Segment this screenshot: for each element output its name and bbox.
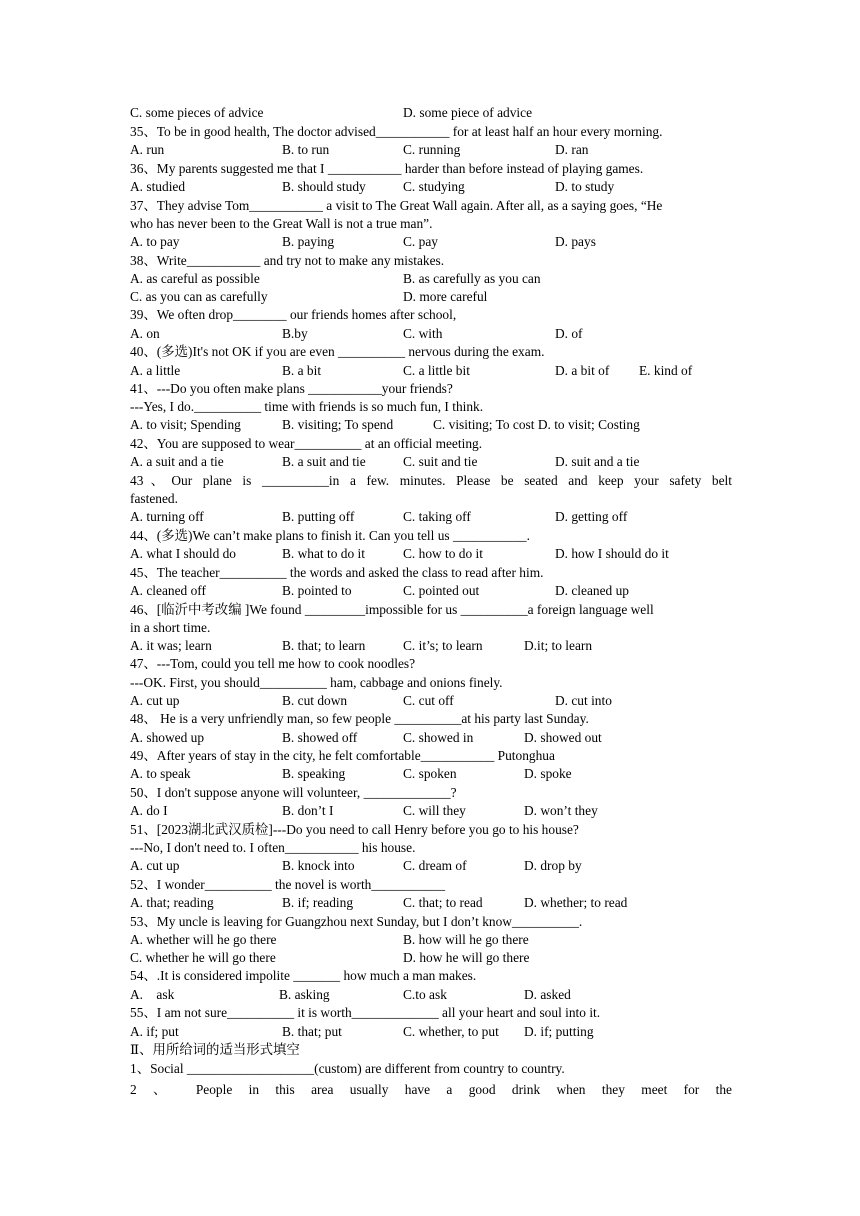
option-line bbox=[130, 178, 732, 196]
option-line bbox=[130, 949, 732, 967]
option-line bbox=[130, 637, 732, 655]
option-d: D. how he will go there bbox=[403, 950, 530, 965]
question-46: 46、[临沂中考改编 ]We found _________impossible for us __________a foreign language well bbox=[130, 602, 654, 617]
option-c: C. spoken bbox=[403, 766, 457, 781]
option-line bbox=[130, 362, 732, 380]
option-b: B. showed off bbox=[282, 730, 358, 745]
option-a: A. ask bbox=[130, 987, 175, 1002]
option-line bbox=[130, 802, 732, 820]
question-37-continued: who has never been to the Great Wall is not a true man”. bbox=[130, 216, 433, 231]
option-line bbox=[130, 453, 732, 471]
option-line bbox=[130, 857, 732, 875]
option-c: C. dream of bbox=[403, 858, 467, 873]
option-c: C. pay bbox=[403, 234, 438, 249]
option-line bbox=[130, 104, 732, 122]
question-41: 41、---Do you often make plans ___________your friends? bbox=[130, 381, 453, 396]
option-d: D.it; to learn bbox=[524, 638, 593, 653]
question-37: 37、They advise Tom___________ a visit to The Great Wall again. After all, as a saying goes, “He bbox=[130, 198, 663, 213]
question-43-continued: fastened. bbox=[130, 491, 178, 506]
option-c: C.to ask bbox=[403, 987, 447, 1002]
option-c: C. visiting; To cost D. to visit; Costing bbox=[433, 417, 640, 432]
option-a: A. to visit; Spending bbox=[130, 417, 241, 432]
option-d: D. asked bbox=[524, 987, 571, 1002]
option-b: B. paying bbox=[282, 234, 335, 249]
option-line bbox=[130, 894, 732, 912]
option-c: C. as you can as carefully bbox=[130, 289, 268, 304]
option-a: A. cut up bbox=[130, 858, 180, 873]
question-44: 44、(多选)We can’t make plans to finish it. Can you tell us ___________. bbox=[130, 528, 530, 543]
option-line bbox=[130, 1023, 732, 1041]
section-heading: Ⅱ、用所给词的适当形式填空 bbox=[130, 1042, 300, 1057]
option-c: C. whether he will go there bbox=[130, 950, 276, 965]
option-e: E. kind of bbox=[639, 363, 693, 378]
option-d: D. how I should do it bbox=[555, 546, 669, 561]
option-d: D. suit and a tie bbox=[555, 454, 640, 469]
option-c: C. cut off bbox=[403, 693, 454, 708]
option-line bbox=[130, 692, 732, 710]
option-a: A. do I bbox=[130, 803, 168, 818]
option-line bbox=[130, 141, 732, 159]
option-a: A. to speak bbox=[130, 766, 191, 781]
option-b: B. knock into bbox=[282, 858, 355, 873]
question-51: 51、[2023湖北武汉质检]---Do you need to call Henry before you go to his house? bbox=[130, 822, 579, 837]
option-line bbox=[130, 765, 732, 783]
question-55: 55、I am not sure__________ it is worth_____________ all your heart and soul into it. bbox=[130, 1005, 601, 1020]
option-d: D. if; putting bbox=[524, 1024, 594, 1039]
question-47: 47、---Tom, could you tell me how to cook noodles? bbox=[130, 656, 416, 671]
option-b: B. cut down bbox=[282, 693, 348, 708]
question-45: 45、The teacher__________ the words and asked the class to read after him. bbox=[130, 565, 544, 580]
option-a: A. what I should do bbox=[130, 546, 237, 561]
option-c: C. pointed out bbox=[403, 583, 480, 598]
option-c: C. running bbox=[403, 142, 461, 157]
question-35: 35、To be in good health, The doctor advised___________ for at least half an hour every morning. bbox=[130, 124, 663, 139]
option-a: A. turning off bbox=[130, 509, 204, 524]
question-39: 39、We often drop________ our friends homes after school, bbox=[130, 307, 457, 322]
option-d: D. pays bbox=[555, 234, 596, 249]
option-d: D. won’t they bbox=[524, 803, 598, 818]
option-c: C. a little bit bbox=[403, 363, 470, 378]
option-line bbox=[130, 508, 732, 526]
option-line bbox=[130, 325, 732, 343]
option-d: D. ran bbox=[555, 142, 589, 157]
option-line bbox=[130, 931, 732, 949]
question-54: 54、.It is considered impolite _______ how much a man makes. bbox=[130, 968, 477, 983]
option-b: B. how will he go there bbox=[403, 932, 529, 947]
option-b: B. don’t I bbox=[282, 803, 334, 818]
question-53: 53、My uncle is leaving for Guangzhou next Sunday, but I don’t know__________. bbox=[130, 914, 583, 929]
option-b: B. putting off bbox=[282, 509, 355, 524]
option-b: B. pointed to bbox=[282, 583, 352, 598]
option-c: C. taking off bbox=[403, 509, 471, 524]
option-c: C. studying bbox=[403, 179, 465, 194]
question-51-reply: ---No, I don't need to. I often___________ his house. bbox=[130, 840, 416, 855]
option-c: C. will they bbox=[403, 803, 466, 818]
option-a: A. run bbox=[130, 142, 165, 157]
option-line bbox=[130, 288, 732, 306]
option-line bbox=[130, 545, 732, 563]
option-c: C. with bbox=[403, 326, 443, 341]
option-c: C. suit and tie bbox=[403, 454, 478, 469]
option-b: B. should study bbox=[282, 179, 366, 194]
option-line bbox=[130, 233, 732, 251]
option-c: C. some pieces of advice bbox=[130, 105, 264, 120]
option-d: D. spoke bbox=[524, 766, 572, 781]
option-line bbox=[130, 986, 732, 1004]
option-b: B. asking bbox=[279, 987, 330, 1002]
question-47-reply: ---OK. First, you should__________ ham, cabbage and onions finely. bbox=[130, 675, 503, 690]
option-a: A. cut up bbox=[130, 693, 180, 708]
fill-in-question-2: 2 、 People in this area usually have a good drink when they meet for the bbox=[130, 1082, 732, 1097]
option-c: C. that; to read bbox=[403, 895, 483, 910]
option-b: B. that; put bbox=[282, 1024, 342, 1039]
option-b: B. a suit and tie bbox=[282, 454, 366, 469]
option-a: A. cleaned off bbox=[130, 583, 206, 598]
option-d: D. more careful bbox=[403, 289, 488, 304]
question-36: 36、My parents suggested me that I ___________ harder than before instead of playing games. bbox=[130, 161, 644, 176]
option-c: C. how to do it bbox=[403, 546, 483, 561]
option-d: D. a bit of bbox=[555, 363, 610, 378]
question-43: 43、Our plane is __________in a few. minutes. Please be seated and keep your safety belt bbox=[130, 473, 732, 488]
option-c: C. it’s; to learn bbox=[403, 638, 483, 653]
option-d: D. drop by bbox=[524, 858, 582, 873]
option-line bbox=[130, 729, 732, 747]
question-41-reply: ---Yes, I do.__________ time with friends is so much fun, I think. bbox=[130, 399, 484, 414]
question-48: 48、 He is a very unfriendly man, so few people __________at his party last Sunday. bbox=[130, 711, 589, 726]
option-a: A. studied bbox=[130, 179, 186, 194]
question-40: 40、(多选)It's not OK if you are even __________ nervous during the exam. bbox=[130, 344, 545, 359]
option-b: B. as carefully as you can bbox=[403, 271, 541, 286]
option-a: A. a little bbox=[130, 363, 181, 378]
question-38: 38、Write___________ and try not to make any mistakes. bbox=[130, 253, 445, 268]
question-52: 52、I wonder__________ the novel is worth___________ bbox=[130, 877, 446, 892]
option-d: D. cut into bbox=[555, 693, 612, 708]
option-line bbox=[130, 582, 732, 600]
question-49: 49、After years of stay in the city, he felt comfortable___________ Putonghua bbox=[130, 748, 555, 763]
option-a: A. whether will he go there bbox=[130, 932, 277, 947]
option-a: A. to pay bbox=[130, 234, 180, 249]
option-c: C. showed in bbox=[403, 730, 474, 745]
option-b: B. that; to learn bbox=[282, 638, 366, 653]
option-a: A. a suit and a tie bbox=[130, 454, 224, 469]
fill-in-question-1: 1、Social ___________________(custom) are different from country to country. bbox=[130, 1061, 565, 1076]
question-42: 42、You are supposed to wear__________ at an official meeting. bbox=[130, 436, 483, 451]
question-46-continued: in a short time. bbox=[130, 620, 211, 635]
question-50: 50、I don't suppose anyone will volunteer, _____________? bbox=[130, 785, 457, 800]
option-line bbox=[130, 416, 732, 434]
option-d: D. of bbox=[555, 326, 583, 341]
option-b: B. to run bbox=[282, 142, 330, 157]
option-d: D. some piece of advice bbox=[403, 105, 533, 120]
option-d: D. cleaned up bbox=[555, 583, 629, 598]
option-a: A. that; reading bbox=[130, 895, 214, 910]
option-a: A. it was; learn bbox=[130, 638, 212, 653]
option-a: A. on bbox=[130, 326, 160, 341]
option-c: C. whether, to put bbox=[403, 1024, 499, 1039]
option-b: B. a bit bbox=[282, 363, 322, 378]
option-b: B. what to do it bbox=[282, 546, 365, 561]
option-a: A. if; put bbox=[130, 1024, 179, 1039]
option-d: D. whether; to read bbox=[524, 895, 628, 910]
option-b: B. speaking bbox=[282, 766, 346, 781]
option-b: B.by bbox=[282, 326, 308, 341]
option-d: D. to study bbox=[555, 179, 615, 194]
option-b: B. visiting; To spend bbox=[282, 417, 394, 432]
option-b: B. if; reading bbox=[282, 895, 354, 910]
option-d: D. showed out bbox=[524, 730, 602, 745]
option-line bbox=[130, 270, 732, 288]
option-a: A. showed up bbox=[130, 730, 205, 745]
option-a: A. as careful as possible bbox=[130, 271, 260, 286]
option-d: D. getting off bbox=[555, 509, 628, 524]
